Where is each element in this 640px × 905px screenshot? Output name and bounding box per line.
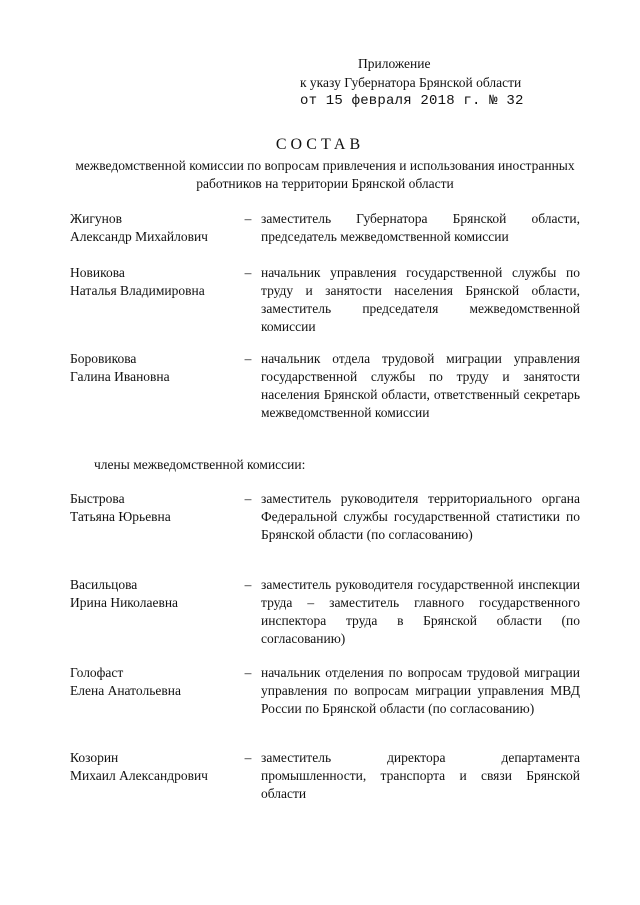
member-role: заместитель руководителя государственной инспекции труда – заместитель главного государственного инспектора труда в Брянской области (по согласованию) (261, 577, 580, 646)
member-role: заместитель директора департамента промышленности, транспорта и связи Брянской области (261, 750, 580, 801)
member-dash: – (244, 211, 252, 226)
member-given-names: Елена Анатольевна (70, 683, 181, 698)
member-role: заместитель руководителя территориального органа Федеральной службы государственной статистики по Брянской области (по согласованию) (261, 491, 580, 542)
member-dash: – (244, 491, 252, 506)
appendix-header (300, 54, 524, 111)
member-surname: Быстрова (70, 491, 125, 506)
member-role: начальник управления государственной службы по труду и занятости населения Брянской области, заместитель председателя межведомственной комиссии (261, 265, 580, 334)
member-role: заместитель Губернатора Брянской области, председатель межведомственной комиссии (261, 211, 580, 244)
document-title: СОСТАВ (275, 136, 365, 153)
member-dash: – (244, 665, 252, 680)
member-surname: Жигунов (70, 211, 122, 226)
member-name (70, 749, 240, 785)
member-given-names: Михаил Александрович (70, 768, 208, 783)
member-name (70, 576, 240, 612)
member-role: начальник отдела трудовой миграции управления государственной службы по труду и занятости населения Брянской области, ответственный секретарь межведомственной комиссии (261, 351, 580, 420)
appendix-decree-date: от 15 февраля 2018 г. № 32 (300, 93, 524, 109)
member-dash: – (244, 351, 252, 366)
member-dash: – (244, 750, 252, 765)
member-dash: – (244, 577, 252, 592)
member-given-names: Наталья Владимировна (70, 283, 205, 298)
member-name (70, 490, 240, 526)
member-surname: Голофаст (70, 665, 124, 680)
members-heading: члены межведомственной комиссии: (94, 457, 306, 472)
member-surname: Новикова (70, 265, 125, 280)
member-given-names: Татьяна Юрьевна (70, 509, 171, 524)
member-given-names: Александр Михайлович (70, 229, 208, 244)
member-surname: Козорин (70, 750, 119, 765)
member-surname: Васильцова (70, 577, 138, 592)
appendix-decree-reference: к указу Губернатора Брянской области (300, 75, 522, 90)
member-surname: Боровикова (70, 351, 137, 366)
appendix-label: Приложение (358, 56, 431, 71)
member-name (70, 264, 240, 300)
document-subtitle: межведомственной комиссии по вопросам привлечения и использования иностранных работников на территории Брянской области (75, 158, 575, 191)
member-given-names: Галина Ивановна (70, 369, 170, 384)
member-name (70, 664, 240, 700)
member-role: начальник отделения по вопросам трудовой миграции управления по вопросам миграции управления МВД России по Брянской области (по согласованию) (261, 665, 580, 716)
member-dash: – (244, 265, 252, 280)
member-name (70, 350, 240, 386)
member-given-names: Ирина Николаевна (70, 595, 179, 610)
member-name (70, 210, 240, 246)
